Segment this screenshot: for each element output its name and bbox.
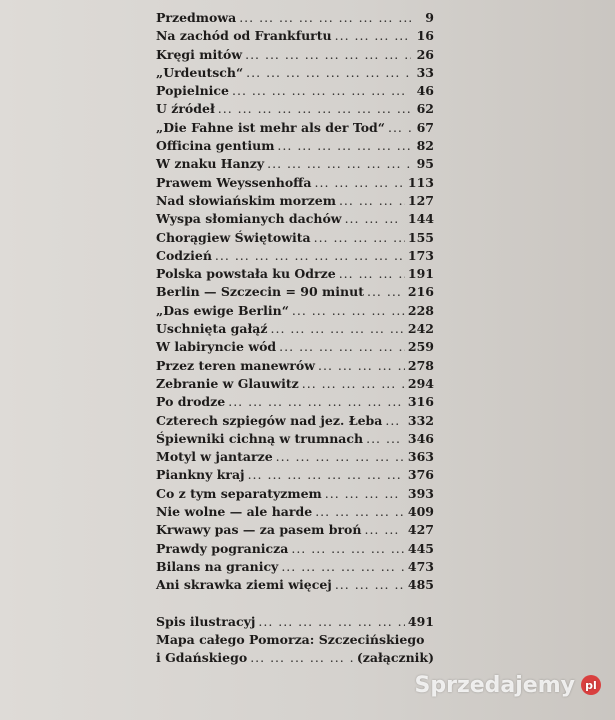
toc-entry-title: Co z tym separatyzmem — [156, 485, 322, 501]
toc-entry-page: 393 — [407, 485, 434, 501]
toc-entry — [156, 229, 434, 247]
toc-entry-page: 242 — [407, 321, 434, 337]
toc-entry — [156, 320, 434, 338]
toc-entry-page: 409 — [407, 504, 434, 520]
toc-entry-page: 127 — [407, 192, 434, 208]
map-entry-line2 — [156, 649, 434, 667]
toc-entry-title: Piankny kraj — [156, 467, 245, 483]
toc-entry-title: Na zachód od Frankfurtu — [156, 28, 332, 44]
toc-entry — [156, 64, 434, 82]
toc-entry-page: 67 — [416, 119, 434, 135]
toc-entry-page: 485 — [407, 577, 434, 593]
toc-entry-title: Po drodze — [156, 394, 226, 410]
toc-entry-title: Przedmowa — [156, 10, 237, 25]
toc-entry-page: 228 — [407, 302, 434, 318]
leader-dots — [318, 357, 405, 375]
toc-entry-title: Officina gentium — [156, 138, 275, 154]
toc-entry — [156, 503, 434, 521]
leader-dots — [339, 192, 405, 210]
toc-entry-title: Czterech szpiegów nad jez. Łeba — [156, 412, 383, 428]
leader-dots — [281, 558, 405, 576]
leader-dots — [248, 466, 405, 484]
toc-entry-page: 155 — [407, 229, 434, 245]
leader-dots — [232, 82, 411, 100]
toc-entry-title: Prawem Weyssenhoffa — [156, 174, 312, 190]
toc-entry — [156, 46, 434, 64]
leader-dots — [325, 485, 405, 503]
toc-entry — [156, 558, 434, 576]
toc-entry-title: „Das ewige Berlin“ — [156, 302, 289, 318]
toc-entry-page: 9 — [425, 10, 434, 25]
toc-entry-page: 427 — [407, 522, 434, 538]
toc-entry-title: W labiryncie wód — [156, 339, 277, 355]
toc-entry-title: Prawdy pogranicza — [156, 540, 289, 556]
map-entry-page: (załącznik) — [356, 650, 434, 666]
leader-dots — [239, 9, 411, 27]
toc-entry — [156, 82, 434, 100]
toc-entry-page: 376 — [407, 467, 434, 483]
toc-entry-page: 363 — [407, 449, 434, 465]
toc-entry-page: 33 — [416, 64, 434, 80]
toc-entry-page: 316 — [407, 394, 434, 410]
leader-dots — [339, 265, 405, 283]
leader-dots — [364, 521, 404, 539]
watermark — [391, 668, 601, 702]
toc-entry-title: Zebranie w Glauwitz — [156, 375, 299, 391]
toc-entry-title: Chorągiew Świętowita — [156, 229, 311, 245]
leader-dots — [276, 448, 405, 466]
toc-entry-title: Wyspa słomianych dachów — [156, 211, 342, 227]
toc-entry — [156, 174, 434, 192]
leader-dots — [271, 320, 405, 338]
leader-dots — [279, 338, 405, 356]
leader-dots — [292, 302, 405, 320]
watermark-badge: pl — [581, 675, 601, 695]
toc-entry — [156, 485, 434, 503]
toc-entry-title: Bilans na granicy — [156, 558, 279, 574]
toc-entry — [156, 338, 434, 356]
toc-entry — [156, 119, 434, 137]
toc-entry — [156, 265, 434, 283]
toc-entry-title: Przez teren manewrów — [156, 357, 316, 373]
toc-entry — [156, 430, 434, 448]
toc-entry-page: 46 — [416, 83, 434, 99]
toc-entry-title: Polska powstała ku Odrze — [156, 266, 336, 282]
toc-entry-page: 191 — [407, 266, 434, 282]
map-entry-line1: Mapa całego Pomorza: Szczecińskiego — [156, 631, 425, 647]
toc-entry — [156, 210, 434, 228]
toc-entry — [156, 448, 434, 466]
toc-entry-title: Śpiewniki cichną w trumnach — [156, 430, 364, 446]
leader-dots — [302, 375, 405, 393]
toc-entry-page: 294 — [407, 375, 434, 391]
toc-entry-page: 332 — [407, 412, 434, 428]
toc-entry-title: Nie wolne — ale harde — [156, 504, 313, 520]
leader-dots — [250, 649, 354, 667]
leader-dots — [388, 119, 411, 137]
leader-dots — [291, 540, 405, 558]
toc-entry-title: U źródeł — [156, 101, 215, 117]
toc-entry — [156, 302, 434, 320]
toc-entry-page: 113 — [407, 174, 434, 190]
toc-entry — [156, 576, 434, 594]
watermark-text: Sprzedajemy — [414, 672, 575, 698]
leader-dots — [385, 412, 405, 430]
leader-dots — [366, 430, 405, 448]
toc-entry-title: Berlin — Szczecin = 90 minut — [156, 284, 364, 300]
leader-dots — [314, 229, 405, 247]
toc-entry — [156, 137, 434, 155]
toc-entry — [156, 540, 434, 558]
leader-dots — [228, 393, 405, 411]
leader-dots — [367, 283, 405, 301]
toc-entry-page: 144 — [407, 211, 434, 227]
toc-entry — [156, 283, 434, 301]
toc-entry — [156, 247, 434, 265]
leader-dots — [335, 27, 411, 45]
toc-entry — [156, 412, 434, 430]
table-of-contents — [156, 9, 434, 667]
toc-entry-page: 173 — [407, 247, 434, 263]
toc-entry-page: 26 — [416, 46, 434, 62]
toc-entry-page: 491 — [407, 613, 434, 629]
toc-entry — [156, 100, 434, 118]
leader-dots — [245, 46, 411, 64]
toc-entry-title: Ani skrawka ziemi więcej — [156, 577, 332, 593]
toc-entry — [156, 375, 434, 393]
toc-entry-title: „Urdeutsch“ — [156, 64, 244, 80]
leader-dots — [315, 503, 405, 521]
toc-entry-page: 95 — [416, 156, 434, 172]
toc-appendix — [156, 613, 434, 631]
toc-entry-page: 82 — [416, 138, 434, 154]
toc-entry — [156, 192, 434, 210]
toc-entry-page: 216 — [407, 284, 434, 300]
leader-dots — [345, 210, 405, 228]
toc-entry-page: 346 — [407, 430, 434, 446]
toc-entry-title: Spis ilustracyj — [156, 613, 256, 629]
map-entry-title: i Gdańskiego — [156, 650, 248, 666]
toc-entry-title: Codzień — [156, 247, 212, 263]
toc-entry — [156, 27, 434, 45]
toc-entry — [156, 393, 434, 411]
toc-entry-page: 16 — [416, 28, 434, 44]
toc-entry-title: Popielnice — [156, 83, 229, 99]
toc-entry-title: „Die Fahne ist mehr als der Tod“ — [156, 119, 385, 135]
toc-entries — [156, 9, 434, 595]
toc-entry-page: 473 — [407, 558, 434, 574]
leader-dots — [267, 155, 411, 173]
leader-dots — [246, 64, 411, 82]
leader-dots — [335, 576, 405, 594]
toc-entry-page: 62 — [416, 101, 434, 117]
toc-entry-title: Kręgi mitów — [156, 46, 243, 62]
toc-entry-title: W znaku Hanzy — [156, 156, 265, 172]
leader-dots — [315, 174, 405, 192]
leader-dots — [258, 613, 405, 631]
toc-entry-title: Motyl w jantarze — [156, 449, 273, 465]
toc-entry — [156, 357, 434, 375]
toc-entry-title: Uschnięta gałąź — [156, 321, 268, 337]
leader-dots — [277, 137, 411, 155]
leader-dots — [218, 100, 411, 118]
toc-entry — [156, 613, 434, 631]
toc-entry-title: Nad słowiańskim morzem — [156, 192, 336, 208]
toc-entry-page: 259 — [407, 339, 434, 355]
toc-entry — [156, 9, 434, 27]
toc-entry — [156, 521, 434, 539]
section-gap — [156, 595, 434, 613]
toc-entry-page: 278 — [407, 357, 434, 373]
toc-entry — [156, 155, 434, 173]
toc-entry — [156, 466, 434, 484]
leader-dots — [215, 247, 405, 265]
toc-entry-title: Krwawy pas — za pasem broń — [156, 522, 362, 538]
toc-entry-page: 445 — [407, 540, 434, 556]
